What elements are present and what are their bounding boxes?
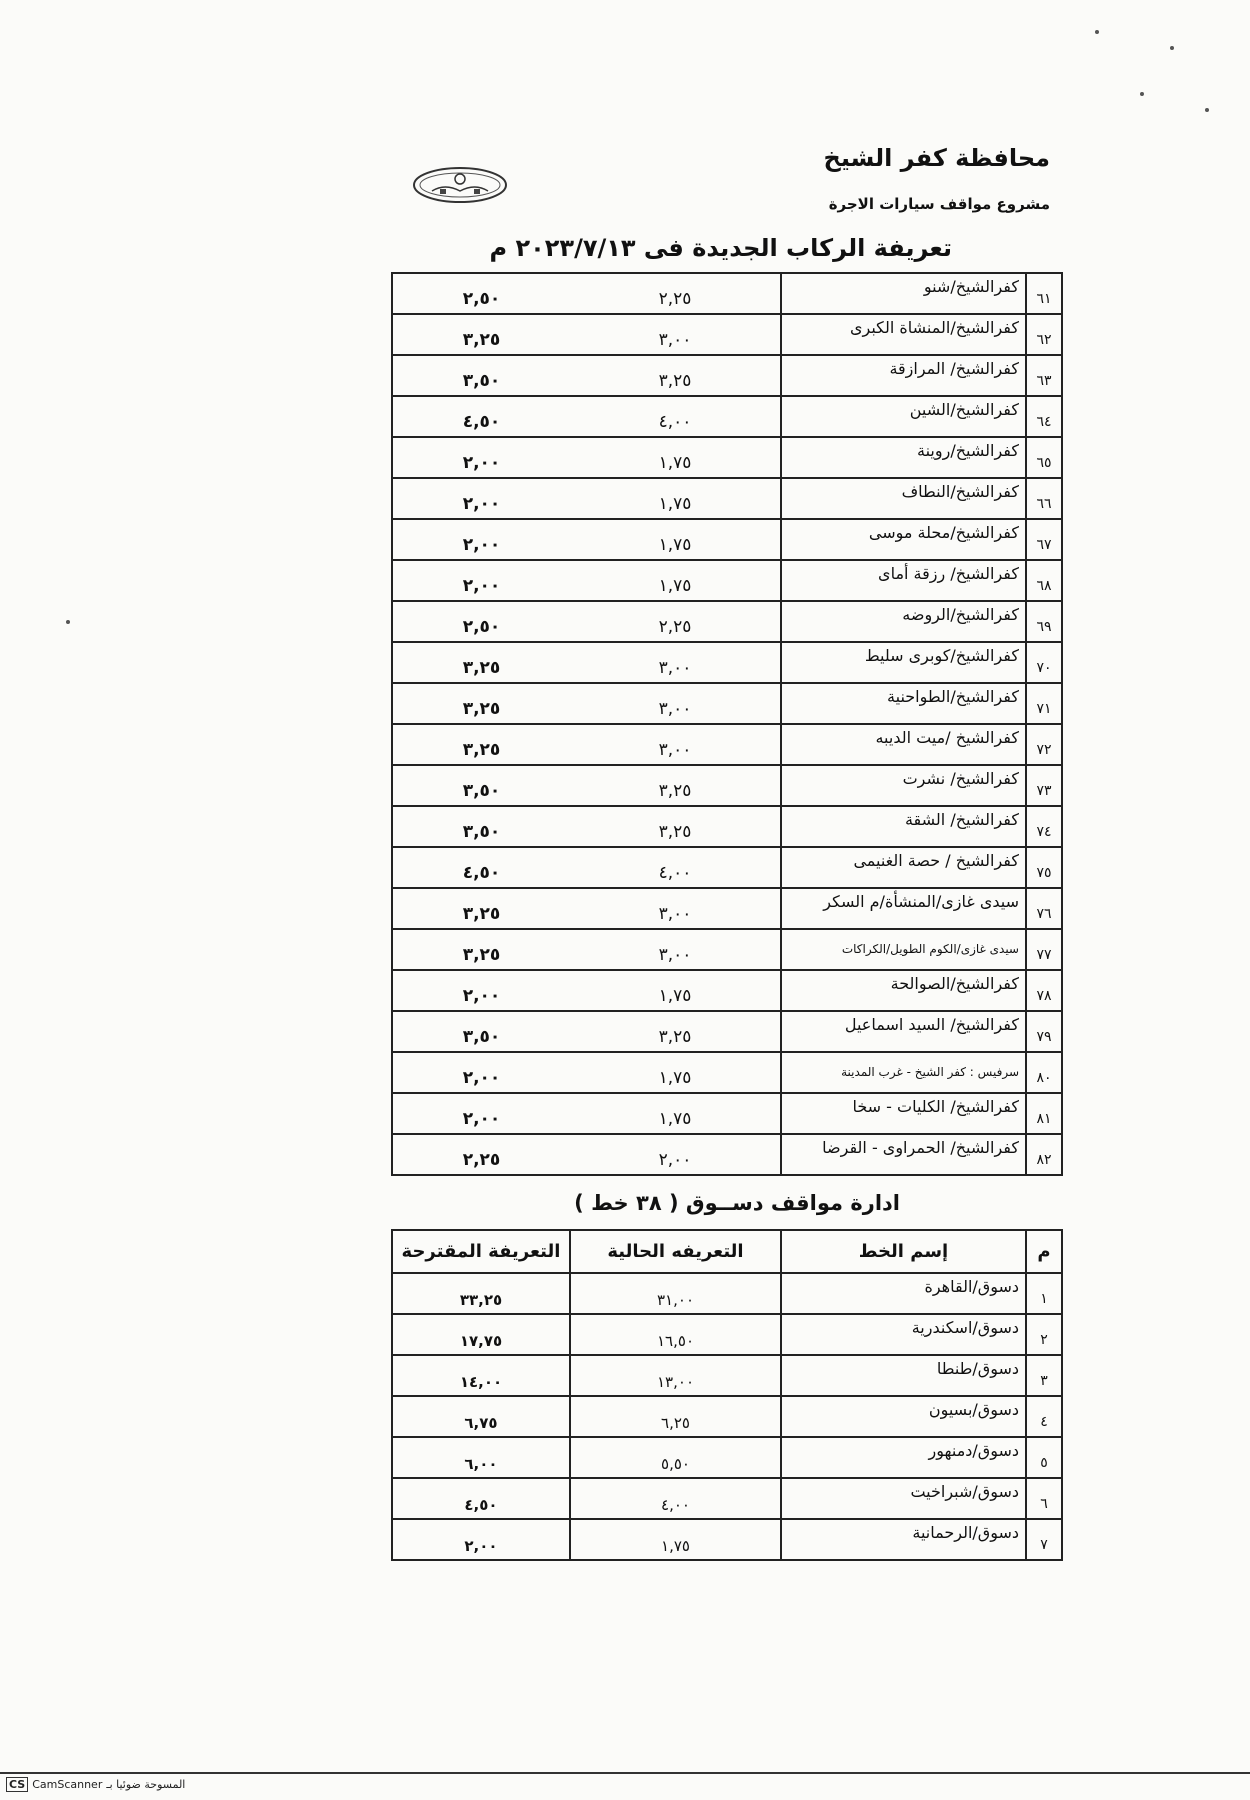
current-fare: ٢,٢٥	[570, 601, 781, 642]
current-fare: ٣,٠٠	[570, 683, 781, 724]
footer-divider	[0, 1772, 1250, 1774]
proposed-fare: ٢,٠٠	[392, 478, 570, 519]
row-number: ٦٣	[1026, 355, 1062, 396]
row-number: ٧٠	[1026, 642, 1062, 683]
project-subtitle: مشروع مواقف سيارات الاجرة	[828, 195, 1050, 213]
current-fare: ١,٧٥	[570, 1519, 781, 1560]
current-fare: ٤,٠٠	[570, 396, 781, 437]
line-name: دسوق/الرحمانية	[781, 1519, 1026, 1560]
line-name: كفرالشيخ/ رزقة أماى	[781, 560, 1026, 601]
table-row	[392, 1396, 1062, 1437]
line-name: كفرالشيخ/ المرازقة	[781, 355, 1026, 396]
table-row	[392, 355, 1062, 396]
current-fare: ١٣,٠٠	[570, 1355, 781, 1396]
current-fare: ١,٧٥	[570, 519, 781, 560]
table-row	[392, 437, 1062, 478]
line-name: كفرالشيخ/ نشرت	[781, 765, 1026, 806]
table-row	[392, 724, 1062, 765]
row-number: ٢	[1026, 1314, 1062, 1355]
row-number: ٧٤	[1026, 806, 1062, 847]
table-row	[392, 929, 1062, 970]
current-fare: ٣,٠٠	[570, 724, 781, 765]
proposed-fare: ٢,٢٥	[392, 1134, 570, 1175]
table-row	[392, 273, 1062, 314]
scan-speck	[1140, 92, 1144, 96]
line-name: سيدى غازى/المنشأة/م السكر	[781, 888, 1026, 929]
proposed-fare: ٤,٥٠	[392, 396, 570, 437]
current-fare: ١,٧٥	[570, 437, 781, 478]
header-number: م	[1026, 1230, 1062, 1273]
row-number: ٦	[1026, 1478, 1062, 1519]
current-fare: ١,٧٥	[570, 560, 781, 601]
row-number: ٤	[1026, 1396, 1062, 1437]
current-fare: ٢,٠٠	[570, 1134, 781, 1175]
table-row	[392, 560, 1062, 601]
proposed-fare: ٣٣,٢٥	[392, 1273, 570, 1314]
proposed-fare: ٦,٠٠	[392, 1437, 570, 1478]
row-number: ٧٥	[1026, 847, 1062, 888]
governorate-title: محافظة كفر الشيخ	[823, 144, 1050, 172]
proposed-fare: ٢,٠٠	[392, 1052, 570, 1093]
proposed-fare: ٣,٢٥	[392, 642, 570, 683]
current-fare: ٣١,٠٠	[570, 1273, 781, 1314]
table-row	[392, 888, 1062, 929]
row-number: ٣	[1026, 1355, 1062, 1396]
table-row	[392, 683, 1062, 724]
line-name: كفرالشيخ/الروضه	[781, 601, 1026, 642]
scan-speck	[1205, 108, 1209, 112]
line-name: كفرالشيخ/شنو	[781, 273, 1026, 314]
table-row	[392, 1011, 1062, 1052]
current-fare: ٣,٢٥	[570, 765, 781, 806]
line-name: كفرالشيخ/الطواحنية	[781, 683, 1026, 724]
row-number: ١	[1026, 1273, 1062, 1314]
row-number: ٧٧	[1026, 929, 1062, 970]
proposed-fare: ٢,٥٠	[392, 273, 570, 314]
row-number: ٦٩	[1026, 601, 1062, 642]
proposed-fare: ٣,٥٠	[392, 806, 570, 847]
line-name: دسوق/طنطا	[781, 1355, 1026, 1396]
row-number: ٦٨	[1026, 560, 1062, 601]
proposed-fare: ٤,٥٠	[392, 847, 570, 888]
tariff-table-kafr-elsheikh	[391, 272, 1063, 1176]
row-number: ٥	[1026, 1437, 1062, 1478]
table-row	[392, 396, 1062, 437]
current-fare: ٤,٠٠	[570, 1478, 781, 1519]
row-number: ٦٧	[1026, 519, 1062, 560]
line-name: دسوق/القاهرة	[781, 1273, 1026, 1314]
proposed-fare: ٣,٢٥	[392, 888, 570, 929]
table-row	[392, 314, 1062, 355]
current-fare: ١٦,٥٠	[570, 1314, 781, 1355]
proposed-fare: ٣,٢٥	[392, 724, 570, 765]
current-fare: ٣,٢٥	[570, 806, 781, 847]
line-name: دسوق/دمنهور	[781, 1437, 1026, 1478]
scan-speck	[1095, 30, 1099, 34]
camscanner-footer	[6, 1777, 185, 1792]
line-name: كفرالشيخ/النطاف	[781, 478, 1026, 519]
line-name: كفرالشيخ/المنشاة الكبرى	[781, 314, 1026, 355]
current-fare: ١,٧٥	[570, 478, 781, 519]
line-name: دسوق/اسكندرية	[781, 1314, 1026, 1355]
line-name: سيدى غازى/الكوم الطويل/الكراكات	[781, 929, 1026, 970]
table-row	[392, 970, 1062, 1011]
line-name: كفرالشيخ /ميت الديبه	[781, 724, 1026, 765]
scanner-arabic-text: المسوحة ضوئيا بـ	[106, 1778, 186, 1791]
table-row	[392, 847, 1062, 888]
proposed-fare: ٢,٠٠	[392, 519, 570, 560]
scanner-name: CamScanner	[32, 1778, 103, 1791]
row-number: ٧٣	[1026, 765, 1062, 806]
line-name: كفرالشيخ/الصوالحة	[781, 970, 1026, 1011]
row-number: ٨١	[1026, 1093, 1062, 1134]
proposed-fare: ٦,٧٥	[392, 1396, 570, 1437]
current-fare: ٣,٠٠	[570, 314, 781, 355]
table-row	[392, 806, 1062, 847]
line-name: دسوق/بسيون	[781, 1396, 1026, 1437]
proposed-fare: ٣,٢٥	[392, 683, 570, 724]
table-row	[392, 1478, 1062, 1519]
desouk-section-title: ادارة مواقف دســوق ( ٣٨ خط )	[574, 1191, 900, 1215]
proposed-fare: ٢,٥٠	[392, 601, 570, 642]
proposed-fare: ٢,٠٠	[392, 437, 570, 478]
current-fare: ١,٧٥	[570, 1093, 781, 1134]
header-current-fare: التعريفه الحالية	[570, 1230, 781, 1273]
cs-badge: CS	[6, 1777, 28, 1792]
row-number: ٧١	[1026, 683, 1062, 724]
current-fare: ٤,٠٠	[570, 847, 781, 888]
line-name: دسوق/شبراخيت	[781, 1478, 1026, 1519]
proposed-fare: ٣,٥٠	[392, 1011, 570, 1052]
scan-speck	[66, 620, 70, 624]
table-row	[392, 1052, 1062, 1093]
table-row	[392, 478, 1062, 519]
header-proposed-fare: التعريفة المقترحة	[392, 1230, 570, 1273]
current-fare: ١,٧٥	[570, 1052, 781, 1093]
tariff-title: تعريفة الركاب الجديدة فى ٢٠٢٣/٧/١٣ م	[489, 234, 952, 262]
proposed-fare: ٣,٢٥	[392, 929, 570, 970]
current-fare: ٢,٢٥	[570, 273, 781, 314]
line-name: كفرالشيخ/ الشقة	[781, 806, 1026, 847]
table-row	[392, 1519, 1062, 1560]
table-row	[392, 1314, 1062, 1355]
proposed-fare: ٢,٠٠	[392, 1093, 570, 1134]
row-number: ٧٦	[1026, 888, 1062, 929]
current-fare: ٣,٠٠	[570, 642, 781, 683]
current-fare: ١,٧٥	[570, 970, 781, 1011]
table-row	[392, 1355, 1062, 1396]
line-name: كفرالشيخ/ الحمراوى - القرضا	[781, 1134, 1026, 1175]
row-number: ٨٠	[1026, 1052, 1062, 1093]
scan-speck	[1170, 46, 1174, 50]
line-name: كفرالشيخ / حصة الغنيمى	[781, 847, 1026, 888]
table-row	[392, 601, 1062, 642]
header-line-name: إسم الخط	[781, 1230, 1026, 1273]
line-name: كفرالشيخ/ الكليات - سخا	[781, 1093, 1026, 1134]
tariff-table-desouk	[391, 1229, 1063, 1561]
row-number: ٦٥	[1026, 437, 1062, 478]
row-number: ٦٦	[1026, 478, 1062, 519]
row-number: ٦١	[1026, 273, 1062, 314]
line-name: كفرالشيخ/روينة	[781, 437, 1026, 478]
current-fare: ٣,٠٠	[570, 929, 781, 970]
proposed-fare: ٤,٥٠	[392, 1478, 570, 1519]
table-row	[392, 1437, 1062, 1478]
line-name: كفرالشيخ/الشين	[781, 396, 1026, 437]
table-row	[392, 1273, 1062, 1314]
proposed-fare: ٢,٠٠	[392, 970, 570, 1011]
row-number: ٧٩	[1026, 1011, 1062, 1052]
current-fare: ٣,٢٥	[570, 355, 781, 396]
row-number: ٧٨	[1026, 970, 1062, 1011]
current-fare: ٥,٥٠	[570, 1437, 781, 1478]
table-row	[392, 519, 1062, 560]
row-number: ٦٤	[1026, 396, 1062, 437]
line-name: كفرالشيخ/محلة موسى	[781, 519, 1026, 560]
table-row	[392, 765, 1062, 806]
current-fare: ٦,٢٥	[570, 1396, 781, 1437]
proposed-fare: ٢,٠٠	[392, 560, 570, 601]
governorate-emblem-icon	[410, 165, 510, 205]
row-number: ٧	[1026, 1519, 1062, 1560]
proposed-fare: ٢,٠٠	[392, 1519, 570, 1560]
line-name: سرفيس : كفر الشيخ - غرب المدينة	[781, 1052, 1026, 1093]
table-row	[392, 1134, 1062, 1175]
proposed-fare: ٣,٥٠	[392, 765, 570, 806]
proposed-fare: ١٤,٠٠	[392, 1355, 570, 1396]
table-row	[392, 1093, 1062, 1134]
row-number: ٦٢	[1026, 314, 1062, 355]
proposed-fare: ٣,٢٥	[392, 314, 570, 355]
current-fare: ٣,٠٠	[570, 888, 781, 929]
current-fare: ٣,٢٥	[570, 1011, 781, 1052]
proposed-fare: ١٧,٧٥	[392, 1314, 570, 1355]
table-row	[392, 642, 1062, 683]
row-number: ٧٢	[1026, 724, 1062, 765]
line-name: كفرالشيخ/كوبرى سليط	[781, 642, 1026, 683]
line-name: كفرالشيخ/ السيد اسماعيل	[781, 1011, 1026, 1052]
row-number: ٨٢	[1026, 1134, 1062, 1175]
proposed-fare: ٣,٥٠	[392, 355, 570, 396]
